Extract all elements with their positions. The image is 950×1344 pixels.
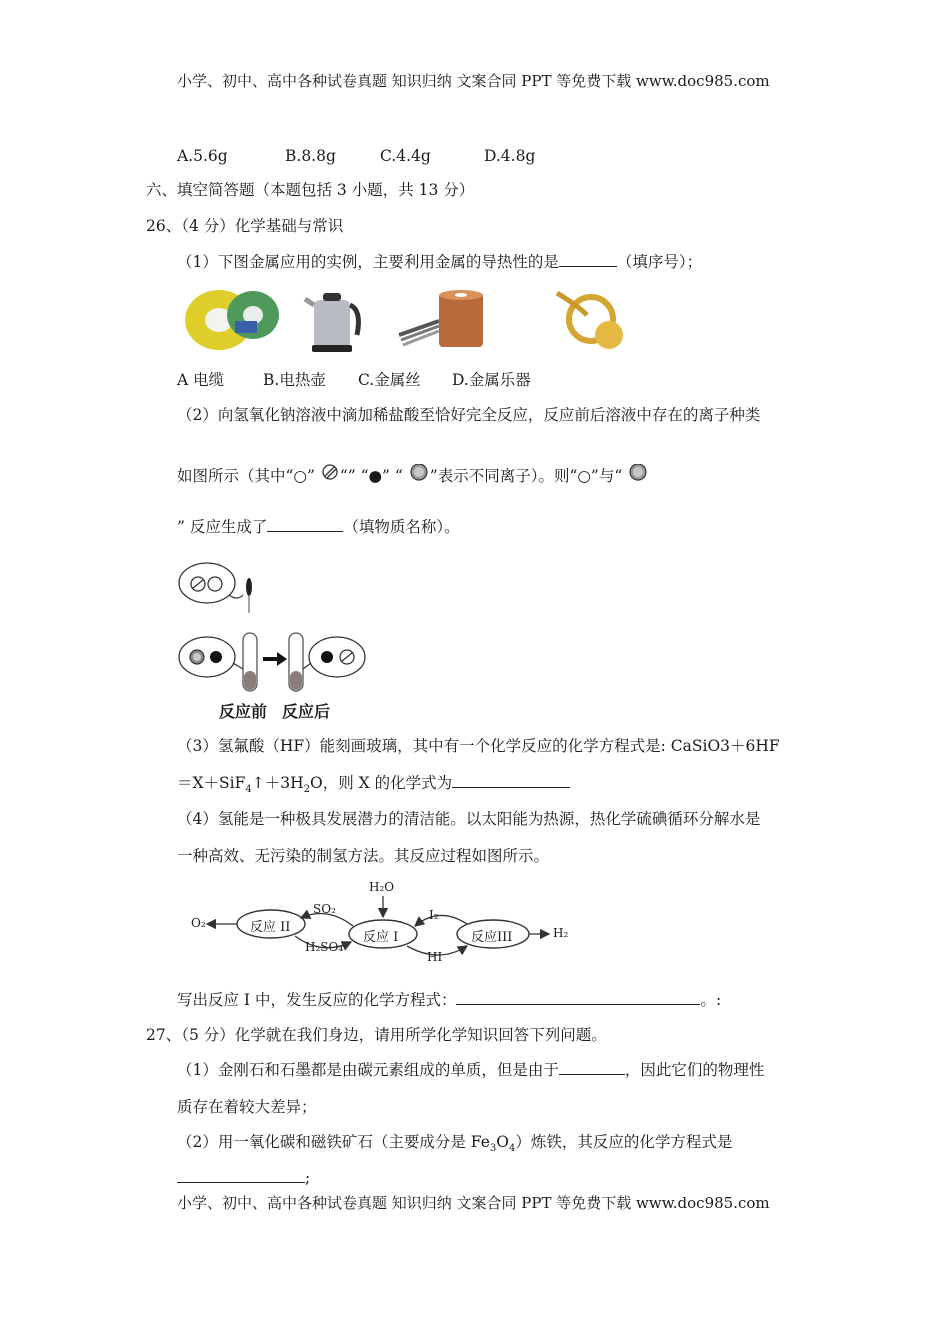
text: O，则 X 的化学式为	[310, 774, 453, 792]
q26-p4-line3	[177, 990, 721, 1010]
q26-title: 26、（4 分）化学基础与常识	[146, 217, 344, 235]
metal-option-d: D.金属乐器	[452, 371, 531, 389]
q26-p2-line1: （2）向氢氧化钠溶液中滴加稀盐酸至恰好完全反应，反应前后溶液中存在的离子种类	[177, 406, 761, 424]
answer-blank[interactable]	[559, 252, 617, 267]
q26-p1-text: （1）下图金属应用的实例，主要利用金属的导热性的是	[177, 253, 559, 271]
q26-p3-line1: （3）氢氟酸（HF）能刻画玻璃，其中有一个化学反应的化学方程式是: CaSiO3＋6HF	[177, 737, 780, 755]
answer-blank[interactable]	[177, 1168, 305, 1183]
text: 写出反应 I 中，发生反应的化学方程式：	[177, 991, 457, 1009]
subscript: 2	[303, 784, 310, 796]
text: ，因此它们的物理性	[624, 1061, 765, 1079]
q26-p1	[177, 252, 702, 272]
page-header: 小学、初中、高中各种试卷真题 知识归纳 文案合同 PPT 等免费下载 www.doc985.com	[177, 72, 770, 90]
text: （1）金刚石和石墨都是由碳元素组成的单质，但是由于	[177, 1061, 559, 1079]
option-c: C.4.4g	[380, 147, 431, 165]
text: ）炼铁，其反应的化学方程式是	[515, 1133, 733, 1151]
text: 如图所示（其中“○”	[177, 467, 315, 485]
horn-picture	[557, 293, 623, 349]
text: O	[496, 1133, 509, 1151]
q27-title: 27、（5 分）化学就在我们身边，请用所学化学知识回答下列问题。	[146, 1026, 607, 1044]
h2-label: H₂	[553, 926, 569, 940]
q26-p1-text-end: （填序号）；	[616, 253, 703, 271]
kettle-picture	[305, 293, 358, 352]
sulfur-iodine-cycle-figure	[177, 876, 577, 974]
ion-reaction-figure	[177, 553, 367, 720]
text: “	[339, 467, 348, 485]
option-a: A.5.6g	[177, 147, 228, 165]
q27-p2-line2	[177, 1168, 310, 1188]
subscript: 3	[489, 1143, 497, 1155]
option-b: B.8.8g	[285, 147, 336, 165]
hi-label: HI	[427, 950, 443, 964]
q26-p4-line1: （4）氢能是一种极具发展潜力的清洁能。以太阳能为热源，热化学硫碘循环分解水是	[177, 810, 761, 828]
q27-p2-line1	[177, 1132, 733, 1155]
cable-picture	[185, 290, 279, 350]
after-label: 反应后	[282, 702, 331, 721]
metal-examples-figure	[177, 285, 637, 355]
hatched-ion-icon	[320, 464, 340, 484]
reaction-2-label: 反应 II	[250, 920, 291, 935]
metal-option-b: B.电热壶	[263, 371, 326, 389]
h2o-label: H₂O	[369, 880, 395, 894]
text: ” “●” “	[347, 467, 403, 485]
section-title: 六、填空简答题（本题包括 3 小题，共 13 分）	[146, 181, 475, 199]
metal-option-a: A 电缆	[177, 371, 225, 389]
subscript: 4	[245, 784, 252, 796]
answer-blank[interactable]	[559, 1060, 625, 1075]
text: （填物质名称）。	[343, 518, 460, 536]
text: 。:	[700, 991, 722, 1009]
answer-blank[interactable]	[456, 990, 700, 1005]
dotted-ion-icon	[627, 464, 649, 484]
option-d: D.4.8g	[484, 147, 536, 165]
answer-blank[interactable]	[452, 773, 570, 788]
before-label: 反应前	[219, 702, 268, 721]
text: ;	[305, 1169, 311, 1187]
q26-p4-line2: 一种高效、无污染的制氢方法。其反应过程如图所示。	[177, 847, 550, 865]
metal-option-c: C.金属丝	[358, 371, 421, 389]
text: ↑＋3H	[251, 774, 304, 792]
so2-label: SO₂	[313, 902, 336, 916]
text: ＝X＋SiF	[177, 774, 246, 792]
q26-p2-line2	[177, 464, 649, 486]
reaction-1-label: 反应 I	[363, 930, 399, 945]
page-footer: 小学、初中、高中各种试卷真题 知识归纳 文案合同 PPT 等免费下载 www.doc985.com	[177, 1194, 770, 1212]
o2-label: O₂	[191, 916, 206, 930]
q27-p1-line2: 质存在着较大差异；	[177, 1098, 317, 1116]
reaction-3-label: 反应III	[471, 930, 513, 945]
text: ”表示不同离子）。则“○”与“	[429, 467, 623, 485]
text: ” 反应生成了	[177, 518, 268, 536]
ion-reaction-diagram	[177, 553, 367, 720]
subscript: 4	[508, 1143, 516, 1155]
h2so4-label: H₂SO₄	[305, 940, 344, 954]
q27-p1-line1	[177, 1060, 764, 1080]
q26-p2-line3	[177, 517, 460, 537]
q26-p3-line2	[177, 773, 570, 796]
wire-picture	[399, 290, 483, 347]
i2-label: I₂	[429, 908, 439, 922]
text: （2）用一氧化碳和磁铁矿石（主要成分是 Fe	[177, 1133, 490, 1151]
dotted-ion-icon	[408, 464, 430, 484]
answer-blank[interactable]	[267, 517, 343, 532]
